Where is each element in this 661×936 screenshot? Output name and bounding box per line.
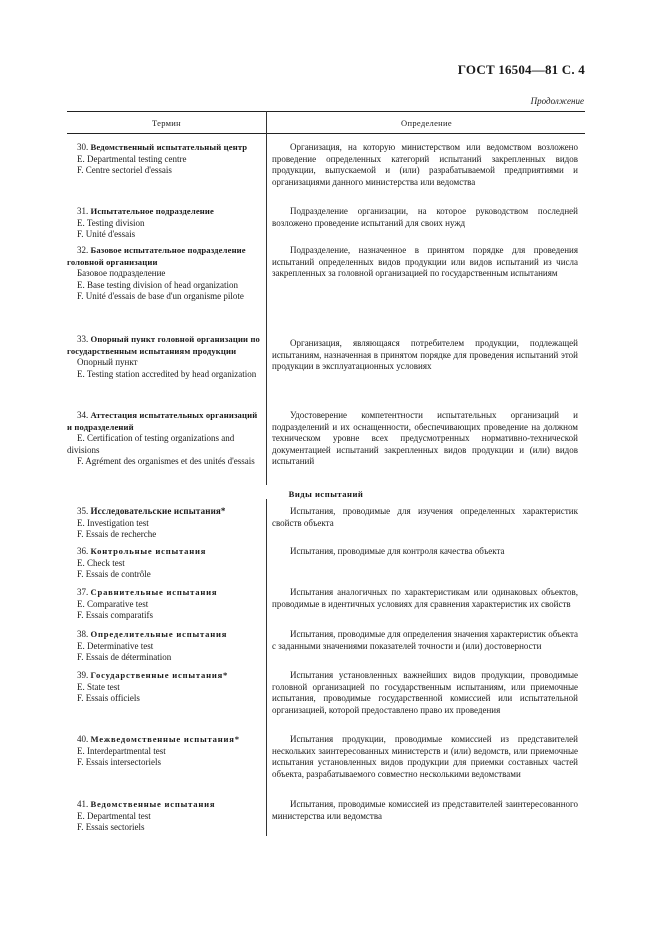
definition-text: Испытания, проводимые для изучения определенных характеристик свойств объекта (272, 506, 578, 528)
term-cell (67, 334, 261, 380)
term-number: 33. (77, 334, 89, 344)
definition-text: Испытания аналогичных по характеристикам или одинаковых объектов, проводимые в идентичных условиях для сравнения характеристик их свойств (272, 587, 578, 609)
definition-text: Испытания установленных важнейших видов продукции, проводимые головной организацией по государственным испытаниям, или приемочные испытания, проводимые государственной комиссией или испытательной организацией, которой предоставлено право их проведения (272, 670, 578, 715)
term-english: E. State test (77, 681, 120, 692)
term-title: Ведомственные испытания (90, 799, 216, 809)
definition-cell (272, 587, 578, 610)
definition-cell (272, 206, 578, 229)
definition-cell (272, 506, 578, 529)
column-divider (266, 133, 267, 485)
term-cell (67, 799, 261, 834)
term-cell (67, 245, 261, 303)
definition-text: Удостоверение компетентности испытательных организаций и подразделений и их оснащенности, обеспечивающих проведение на должном техническом уровне всех предусмотренных нормативно-технической документацией испытаний закрепленных видов продукции и (или) видов испытаний (272, 410, 578, 467)
term-french: F. Agrément des organismes et des unités d'essais (77, 456, 255, 467)
term-english: E. Departmental test (77, 810, 151, 821)
term-title: Испытательное подразделение (90, 206, 214, 216)
term-number: 34. (77, 410, 89, 420)
definition-text: Подразделение, назначенное в принятом порядке для проведения испытаний определенных видов продукции или видов испытаний из числа закрепленных за головной организацией по государственным испытаниям (272, 245, 578, 279)
term-cell (67, 587, 261, 622)
column-divider (266, 111, 267, 133)
definition-text: Испытания, проводимые комиссией из представителей заинтересованного министерства или ведомства (272, 799, 578, 821)
page-header: ГОСТ 16504—81 С. 4 (457, 62, 585, 77)
term-english: E. Investigation test (77, 517, 149, 528)
term-number: 35. (77, 506, 89, 516)
term-english: E. Base testing division of head organization (77, 279, 239, 290)
term-english: E. Certification of testing organizations and divisions (67, 433, 235, 455)
definition-cell (272, 245, 578, 280)
term-title: Опорный пункт головной организации по государственным испытаниям продукции (67, 334, 260, 356)
term-english: E. Interdepartmental test (77, 745, 166, 756)
term-english: E. Testing division (77, 217, 145, 228)
term-title: Определительные испытания (90, 629, 228, 639)
term-cell (67, 142, 261, 177)
column-divider (266, 499, 267, 836)
term-cell (67, 506, 261, 541)
term-number: 36. (77, 546, 89, 556)
term-cell (67, 410, 261, 468)
definition-cell (272, 410, 578, 468)
definition-cell (272, 546, 578, 558)
term-french: F. Essais officiels (77, 693, 140, 704)
table-header-rule (67, 133, 585, 134)
term-number: 37. (77, 587, 89, 597)
term-french: F. Essais intersectoriels (77, 757, 162, 768)
term-number: 38. (77, 629, 89, 639)
term-title: Аттестация испытательных организаций и подразделений (67, 410, 258, 432)
term-english: E. Comparative test (77, 598, 149, 609)
term-french: F. Centre sectoriel d'essais (77, 165, 172, 176)
term-english: E. Departmental testing centre (77, 153, 187, 164)
term-cell (67, 670, 261, 705)
term-french: F. Essais sectoriels (77, 822, 145, 833)
term-number: 30. (77, 142, 89, 152)
term-number: 41. (77, 799, 89, 809)
term-french: F. Unité d'essais de base d'un organisme pilote (77, 291, 244, 302)
definition-cell (272, 670, 578, 716)
definition-text: Испытания, проводимые для контроля качества объекта (290, 546, 505, 556)
definition-text: Подразделение организации, на которое руководством последней возложено проведение испытаний для своих нужд (272, 206, 578, 228)
definition-cell (272, 734, 578, 780)
column-header-definition: Определение (401, 118, 452, 128)
term-title: Ведомственный испытательный центр (90, 142, 248, 152)
section-title: Виды испытаний (288, 489, 364, 499)
term-number: 39. (77, 670, 89, 680)
term-title: Контрольные испытания (90, 546, 207, 556)
term-cell (67, 734, 261, 769)
term-english: E. Testing station accredited by head organization (77, 368, 257, 379)
definition-text: Организация, на которую министерством или ведомством возложено проведение определенных категорий испытаний закрепленных видов продукции, выпускаемой и (или) разрабатываемой предприятиями и организациями данного министерства или ведомства (272, 142, 578, 187)
term-french: F. Essais de recherche (77, 529, 157, 540)
term-cell (67, 546, 261, 581)
term-title: Государственные испытания* (90, 670, 229, 680)
term-french: F. Unité d'essais (77, 229, 136, 240)
term-title: Базовое испытательное подразделение головной организации (67, 245, 246, 267)
definition-cell (272, 338, 578, 373)
term-english: E. Check test (77, 557, 125, 568)
column-header-term: Термин (151, 118, 182, 128)
term-number: 40. (77, 734, 89, 744)
definition-cell (272, 799, 578, 822)
term-title: Исследовательские испытания* (90, 506, 226, 516)
term-english: E. Determinative test (77, 640, 154, 651)
continuation-label: Продолжение (530, 96, 584, 106)
term-title: Сравнительные испытания (90, 587, 218, 597)
term-cell (67, 629, 261, 664)
term-russian-short: Базовое подразделение (77, 268, 166, 279)
term-cell (67, 206, 261, 241)
term-number: 32. (77, 245, 89, 255)
term-title: Межведомственные испытания* (90, 734, 240, 744)
definition-cell (272, 629, 578, 652)
definition-text: Организация, являющаяся потребителем продукции, подлежащей испытаниям, назначенная в принятом порядке для проведения испытаний этой продукции в эксплуатационных условиях (272, 338, 578, 372)
definition-text: Испытания, проводимые для определения значения характеристик объекта с заданными значениями показателей точности и (или) достоверности (272, 629, 578, 651)
term-french: F. Essais comparatifs (77, 610, 154, 621)
definition-cell (272, 142, 578, 188)
term-french: F. Essais de contrôle (77, 569, 151, 580)
definition-text: Испытания продукции, проводимые комиссией из представителей нескольких заинтересованных министерств и (или) ведомств, или приемочные испытания установленных видов продукции для приемки составных частей объекта, разрабатываемого совместно несколькими ведомствами (272, 734, 578, 779)
term-french: F. Essais de détermination (77, 652, 172, 663)
term-number: 31. (77, 206, 89, 216)
table-top-rule (67, 111, 585, 112)
term-russian-short: Опорный пункт (77, 357, 138, 368)
